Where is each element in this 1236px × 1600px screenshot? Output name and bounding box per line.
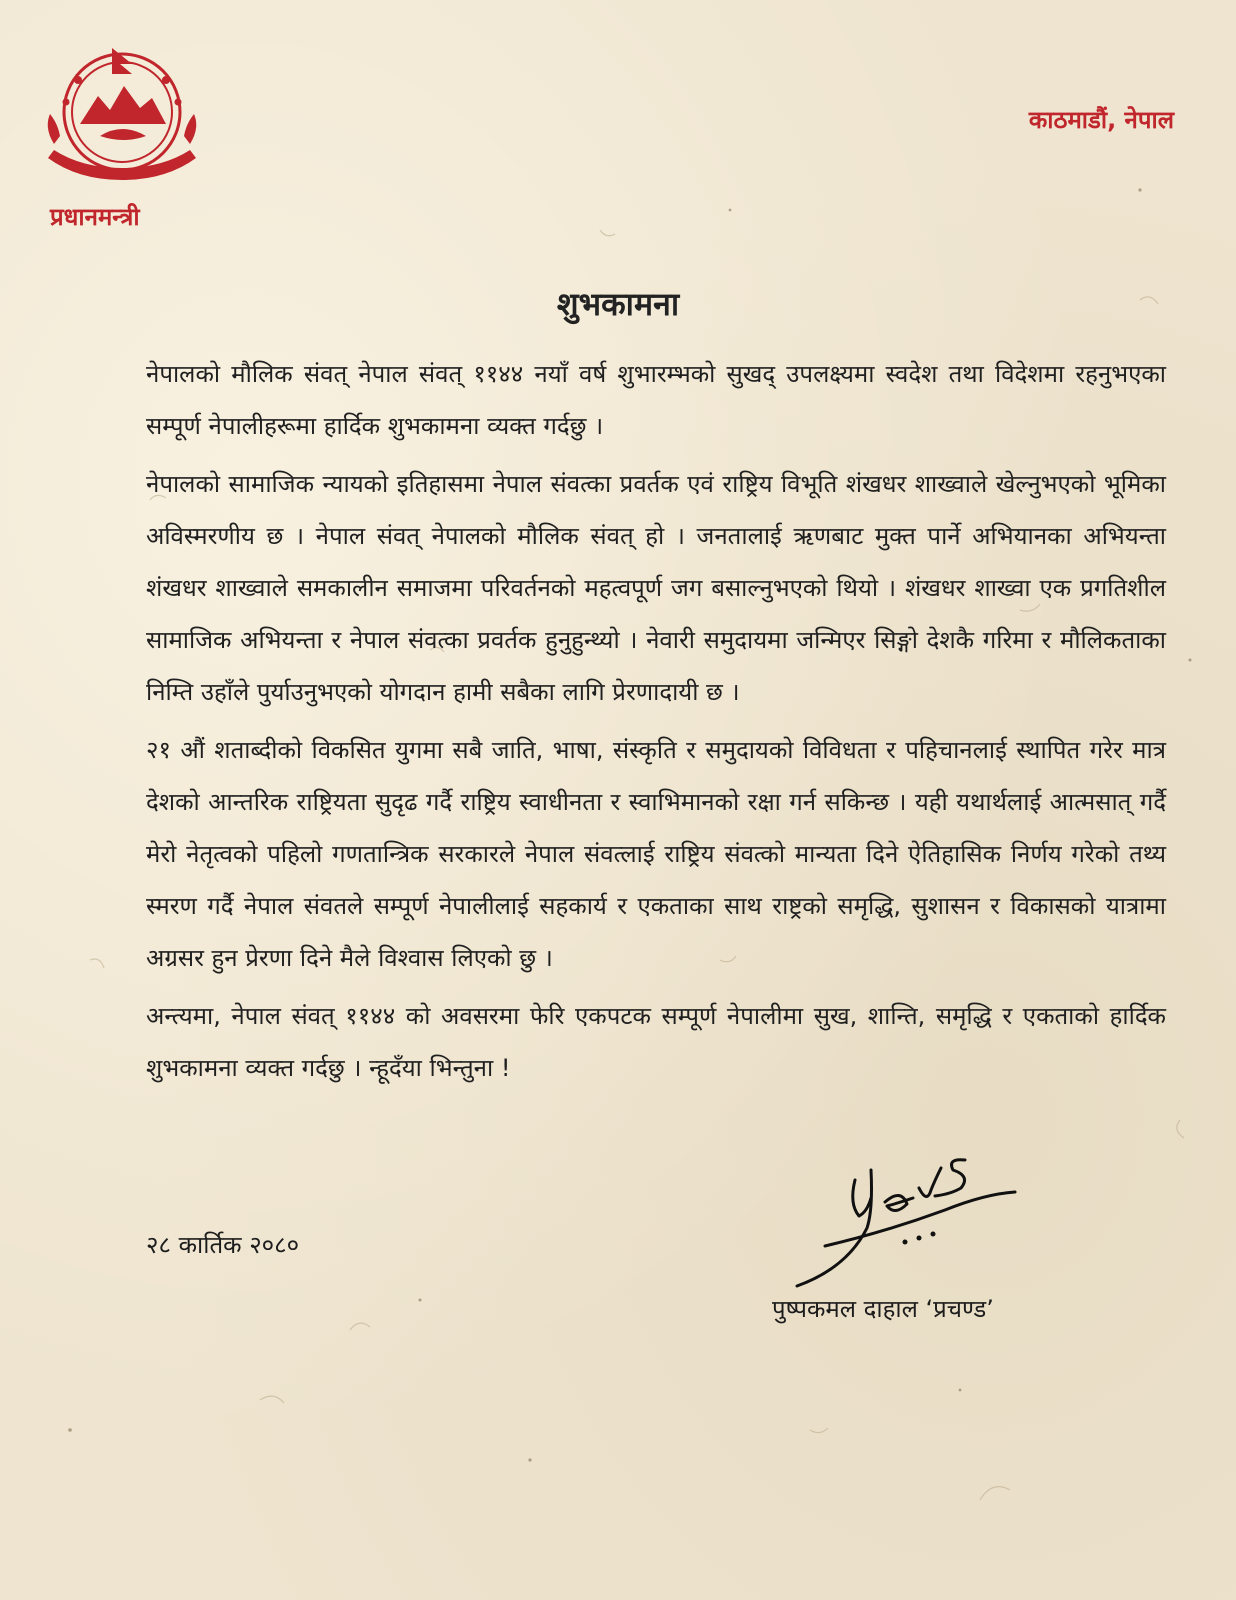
paragraph: अन्त्यमा, नेपाल संवत् ११४४ को अवसरमा फेरि एकपटक सम्पूर्ण नेपालीमा सुख, शान्ति, समृद्धि र एकताको हार्दिक शुभकामना व्यक्त गर्दछु । न्हूदँया भिन्तुना ! xyxy=(146,1002,1166,1082)
paragraph: नेपालको मौलिक संवत् नेपाल संवत् ११४४ नयाँ वर्ष शुभारम्भको सुखद् उपलक्ष्यमा स्वदेश तथा विदेशमा रहनुभएका सम्पूर्ण नेपालीहरूमा हार्दिक शुभकामना व्यक्त गर्दछु । xyxy=(146,360,1166,440)
letter-title: शुभकामना xyxy=(556,285,680,323)
location-label: काठमाडौं, नेपाल xyxy=(1028,106,1174,134)
paragraph: २१ औं शताब्दीको विकसित युगमा सबै जाति, भाषा, संस्कृति र समुदायको विविधता र पहिचानलाई स्थापित गरेर मात्र देशको आन्तरिक राष्ट्रियता सुदृढ गर्दै राष्ट्रिय स्वाधीनता र स्वाभिमानको रक्षा गर्न सकिन्छ । यही यथार्थलाई आत्मसात् गर्दै मेरो नेतृत्वको पहिलो गणतान्त्रिक सरकारले नेपाल संवत्लाई राष्ट्रिय संवत्को मान्यता दिने ऐतिहासिक निर्णय गरेको तथ्य स्मरण गर्दै नेपाल संवतले सम्पूर्ण नेपालीलाई सहकार्य र एकताका साथ राष्ट्रको समृद्धि, सुशासन र विकासको यात्रामा अग्रसर हुन प्रेरणा दिने मैले विश्वास लिएको छु । xyxy=(146,736,1166,972)
handwritten-signature-icon xyxy=(795,1150,1055,1290)
nepal-state-emblem-icon xyxy=(40,40,205,195)
paragraph: नेपालको सामाजिक न्यायको इतिहासमा नेपाल संवत्का प्रवर्तक एवं राष्ट्रिय विभूति शंखधर शाख्वाले खेल्नुभएको भूमिका अविस्मरणीय छ । नेपाल संवत् नेपालको मौलिक संवत् हो । जनतालाई ऋणबाट मुक्त पार्ने अभियानका अभियन्ता शंखधर शाख्वाले समकालीन समाजमा परिवर्तनको महत्वपूर्ण जग बसाल्नुभएको थियो । शंखधर शाख्वा एक प्रगतिशील सामाजिक अभियन्ता र नेपाल संवत्का प्रवर्तक हुनुहुन्थ्यो । नेवारी समुदायमा जन्मिएर सिङ्गो देशकै गरिमा र मौलिकताका निम्ति उहाँले पुर्याउनुभएको योगदान हामी सबैका लागि प्रेरणादायी छ । xyxy=(146,470,1166,706)
office-label: प्रधानमन्त्री xyxy=(50,203,140,231)
letter-date: २८ कार्तिक २०८० xyxy=(146,1231,300,1259)
signatory-name: पुष्पकमल दाहाल ‘प्रचण्ड’ xyxy=(772,1295,994,1323)
letter-body xyxy=(146,348,1166,1100)
